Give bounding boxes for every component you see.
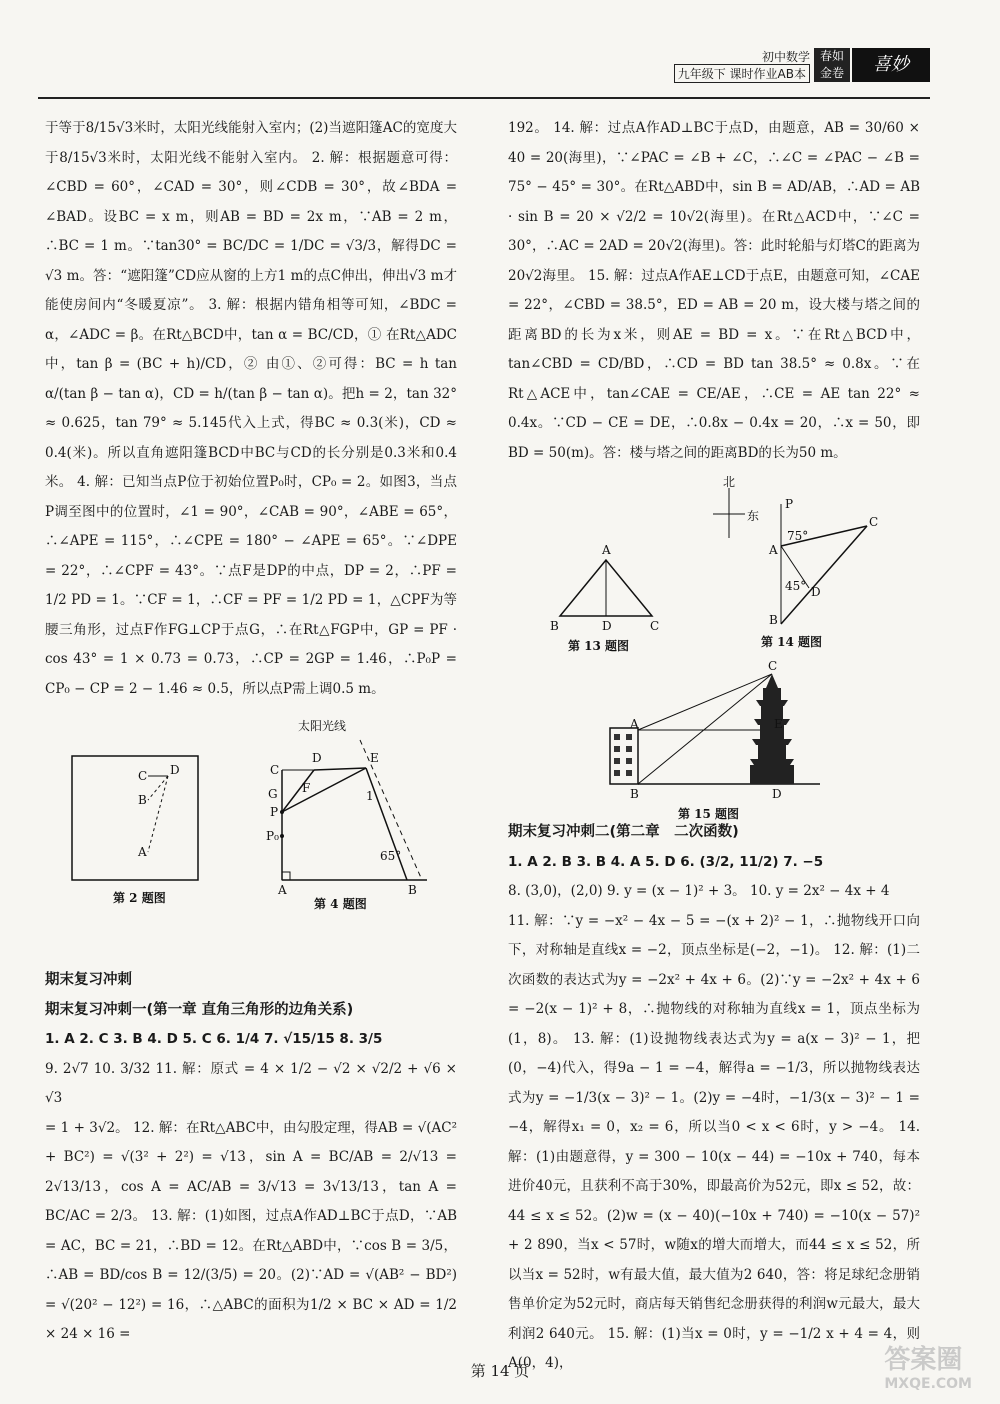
figure-4 [262,710,452,914]
sub-title: 期末复习冲刺二(第二章 二次函数) [508,824,739,840]
label: A [630,717,639,731]
label: C [270,763,280,777]
page-header [0,0,1000,100]
angle-label: 75° [787,529,809,543]
label: B [408,883,417,897]
brand-line2: 金卷 [819,66,844,80]
figure-14-svg [705,474,895,654]
figure-13 [546,540,676,659]
section-title: 期末复习冲刺 [45,972,132,988]
label: D [602,619,612,633]
header-grade [674,64,810,83]
pagoda [750,674,794,784]
watermark [884,1339,972,1392]
header-logo: 喜妙 [852,48,930,82]
answers-line: 1. A 2. C 3. B 4. D 5. C 6. 1/4 7. √15/15 8. 3/5 [45,1031,383,1047]
angle-label: 45° [785,579,807,593]
label: C [650,619,660,633]
caption: 第 15 题图 [678,807,740,821]
building-windows [614,734,632,776]
label: B [769,613,778,627]
answers-line: 1. A 2. B 3. B 4. A 5. D 6. (3/2, 11/2) 7. −5 [508,853,824,870]
east-label: 东 [747,509,760,523]
figure-15-svg [600,658,840,828]
label: P [270,805,279,819]
label: D [312,751,322,765]
label: 1 [366,789,374,803]
label: A [769,543,778,557]
figure-2 [68,740,218,914]
angle-label: 65° [380,849,402,863]
seg-de [314,768,366,770]
figure-2-svg [68,740,218,910]
answers-line: 8. (3,0)，(2,0) 9. y = (x − 1)² + 3。 10. y = 2x² − 4x + 4 [508,883,890,899]
left-tail-paragraph: = 1 + 3√2。 12. 解：在Rt△ABC中，由勾股定理，得AB = √(AC² + BC²) = √(3² + 2²) = √13，sin A = BC/AB = 2/√13 = 2√13/13，cos A = AC/AB = 3/√13 = 3√13/13，tan A = BC/AC = 2/3。 13. 解：(1)如图，过点A作AD⊥BC于点D，∵AB = AC，BC = 21，∴BD = 12。在Rt△ABD中，∵cos B = 3/5，∴AB = BD/cos B = 12/(3/5) = 20。(2)∵AD = √(AB² − BD²) = √(20² − 12²) = 16，∴△ABC的面积为1/2 × BC × AD = 1/2 × 24 × 16 = [45,1119,457,1342]
sun-ray-2 [148,776,168,852]
seg-pe [282,768,366,812]
caption: 第 13 题图 [568,639,630,653]
label: B [550,619,559,633]
figure-14 [705,474,895,658]
caption: 第 2 题图 [113,891,166,905]
header-brand [814,48,850,82]
right-angle [282,872,290,880]
left-paragraph: 于等于8/15√3米时，太阳光线能射入室内；(2)当遮阳篷AC的宽度大于8/15√3米时，太阳光线不能射入室内。 2. 解：根据题意可得：∠CBD = 60°，∠CAD = 30°，则∠CDB = 30°，故∠BDA = ∠BAD。设BC = x m，则AB = BD = 2x m，∵AB = 2 m，∴BC = 1 m。∵tan30° = BC/DC = 1/DC = √3/3，解得DC = √3 m。答：“遮阳篷”CD应从窗的上方1 m的点C伸出，伸出√3 m才能使房间内“冬暖夏凉”。 3. 解：根据内错角相等可知，∠BDC = α，∠ADC = β。在Rt△BCD中，tan α = BC/CD，① 在Rt△ADC中，tan β = (BC + h)/CD，② 由①、②可得：BC = h tan α/(tan β − tan α)，CD = h/(tan β − tan α)。把h = 2，tan 32° ≈ 0.625，tan 79° ≈ 5.145代入上式，得BC ≈ 0.3(米)，CD ≈ 0.4(米)。所以直角遮阳篷BCD中BC与CD的长分别是0.3米和0.4米。 4. 解：已知当点P位于初始位置P₀时，CP₀ = 2。如图3，当点P调至图中的位置时，∠1 = 90°，∠CAB = 90°，∠ABE = 65°，∴∠APE = 115°，∴∠CPE = 180° − ∠APE = 65°。∵∠DPE = 22°，∴∠CPF = 43°。∵点F是DP的中点，DP = 2，∴PF = 1/2 PD = 1。∵CF = 1，∴CF = PF = 1/2 PD = 1，△CPF为等腰三角形，过点F作FG⊥CP于点G，∴在Rt△FGP中，GP = PF · cos 43° = 1 × 0.73 = 0.73，∴CP = 2GP = 1.46，∴P₀P = CP₀ − CP = 2 − 1.46 ≈ 0.5，所以点P需上调0.5 m。 [45,120,457,697]
header-series: 课时作业AB本 [729,67,806,81]
page-number: 第 14 页 [470,1362,530,1380]
label: E [370,751,379,765]
label: P₀ [266,829,279,843]
sub-title: 期末复习冲刺一(第一章 直角三角形的边角关系) [45,1001,354,1018]
label: A [602,543,611,557]
point-p0 [280,834,284,838]
brand-line1: 春如 [819,49,844,63]
label: E [774,717,783,731]
caption: 第 4 题图 [314,897,367,910]
label: A [138,845,147,859]
sun-label: 太阳光线 [298,719,347,733]
label: C [768,659,778,673]
watermark-text: 答案圈 [884,1345,963,1375]
watermark-url: MXQE.COM [884,1376,972,1392]
point-p [280,810,284,814]
header-subject: 初中数学 [761,50,810,64]
figure-15 [600,658,840,832]
label: P [785,497,794,511]
seg-eb [366,768,407,880]
label: C [138,769,148,783]
label: C [869,515,879,529]
label: G [268,787,278,801]
header-grade-text: 九年级下 [677,67,726,81]
answers-line: 9. 2√7 10. 3/32 11. 解：原式 = 4 × 1/2 − √2 × √2/2 + √6 × √3 [45,1060,457,1106]
north-label: 北 [723,475,736,489]
label: F [302,781,311,795]
header-rule [38,97,930,99]
figure-13-svg [546,540,676,655]
label: D [811,585,821,599]
caption: 第 14 题图 [761,635,823,649]
label: B [630,787,639,801]
figure-4-svg [262,710,452,910]
label: A [278,883,287,897]
right-paragraph: 192。 14. 解：过点A作AD⊥BC于点D，由题意，AB = 30/60 × 40 = 20(海里)，∵∠PAC = ∠B + ∠C，∴∠C = ∠PAC − ∠B = 75° − 45° = 30°。在Rt△ABD中，sin B = AD/AB，∴AD = AB · sin B = 20 × √2/2 = 10√2(海里)。在Rt△ACD中，∵∠C = 30°，∴AC = 2AD = 20√2(海里)。答：此时轮船与灯塔C的距离为20√2海里。 15. 解：过点A作AE⊥CD于点E，由题意可知，∠CAE = 22°，∠CBD = 38.5°，ED = AB = 20 m，设大楼与塔之间的距离BD的长为x米，则AE = BD = x。∵在Rt△BCD中，tan∠CBD = CD/BD，∴CD = BD tan 38.5° ≈ 0.8x。∵在Rt△ACE中，tan∠CAE = CE/AE，∴CE = AE tan 22° ≈ 0.4x。∵CD − CE = DE，∴0.8x − 0.4x = 20，∴x = 50，即BD = 50(m)。答：楼与塔之间的距离BD的长为50 m。 [508,120,920,461]
label: D [772,787,782,801]
label: D [170,763,180,777]
label: B [138,793,147,807]
seg-ac [638,674,772,730]
right-tail-paragraph: 11. 解：∵y = −x² − 4x − 5 = −(x + 2)² − 1，∴抛物线开口向下，对称轴是直线x = −2，顶点坐标是(−2，−1)。 12. 解：(1)二次函数的表达式为y = −2x² + 4x + 6。(2)∵y = −2x² + 4x + 6 = −2(x − 1)² + 8，∴抛物线的对称轴为直线x = 1，顶点坐标为(1，8)。 13. 解：(1)设抛物线表达式为y = a(x − 3)² − 1，把(0，−4)代入，得9a − 1 = −4，解得a = −1/3，所以抛物线表达式为y = −1/3(x − 3)² − 1。(2)y = −4时，−1/3(x − 3)² − 1 = −4，解得x₁ = 0，x₂ = 6，所以当0 < x < 6时，y > −4。 14. 解：(1)由题意得，y = 300 − 10(x − 44) = −10x + 740，每本进价40元，且获利不高于30%，即最高价为52元，即x ≤ 52，故：44 ≤ x ≤ 52。(2)w = (x − 40)(−10x + 740) = −10(x − 57)² + 2 890，当x < 57时，w随x的增大而增大，而44 ≤ x ≤ 52，所以当x = 52时，w有最大值，最大值为2 640，答：将足球纪念册销售单价定为52元时，商店每天销售纪念册获得的利润w元最大，最大利润2 640元。 15. 解：(1)当x = 0时，y = −1/2 x + 4 = 4，则A(0，4)， [508,912,920,1371]
